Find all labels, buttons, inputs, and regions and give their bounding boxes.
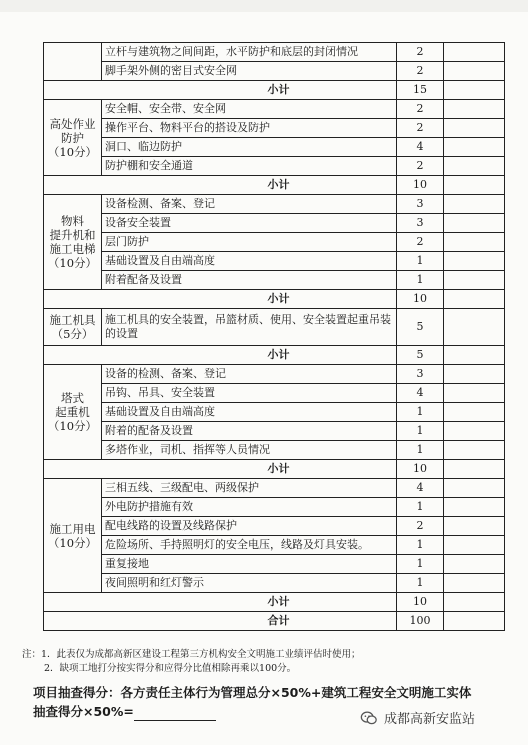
note-2: 2．缺项工地打分按实得分和应得分比值相除再乘以100分。 [44,663,297,674]
score-cell: 1 [397,403,444,422]
formula-line-2: 抽查得分×50%= [33,704,134,719]
score-cell: 2 [397,100,444,119]
table-row [44,403,505,422]
table-row [44,157,505,176]
actual-score-cell [444,384,505,403]
table-row [44,252,505,271]
category-label: 施工用电 [49,521,96,536]
score-cell: 4 [397,479,444,498]
subtotal-blank [444,346,505,365]
subtotal-row [44,593,505,612]
table-row [44,365,505,384]
actual-score-cell [444,157,505,176]
subtotal-row [44,290,505,309]
score-cell: 1 [397,498,444,517]
table-row [44,271,505,290]
table-row [44,422,505,441]
subtotal-value: 15 [397,81,444,100]
item-cell: 配电线路的设置及线路保护 [102,517,397,536]
subtotal-label: 小计 [44,593,397,612]
category-label: （5分） [51,327,94,341]
category-label: 物料 [61,214,84,228]
subtotal-value: 10 [397,593,444,612]
table-row [44,574,505,593]
category-label: （10分） [47,535,98,550]
note-1: 注：1．此表仅为成都高新区建设工程第三方机构安全文明施工业绩评估时使用； [22,649,361,660]
score-cell: 1 [397,536,444,555]
table-row [44,309,505,346]
score-cell: 1 [397,441,444,460]
wechat-icon [360,709,378,727]
actual-score-cell [444,271,505,290]
subtotal-label: 小计 [44,346,397,365]
category-label: 塔式 [61,391,84,405]
category-label: 起重机 [55,405,90,419]
score-cell: 1 [397,555,444,574]
item-cell: 夜间照明和红灯警示 [102,574,397,593]
subtotal-blank [444,81,505,100]
actual-score-cell [444,252,505,271]
actual-score-cell [444,498,505,517]
item-cell: 附着配备及设置 [102,271,397,290]
score-cell: 2 [397,233,444,252]
item-cell: 基础设置及自由端高度 [102,252,397,271]
table-row [44,214,505,233]
subtotal-blank [444,593,505,612]
score-cell: 2 [397,517,444,536]
actual-score-cell [444,441,505,460]
actual-score-cell [444,100,505,119]
subtotal-row [44,81,505,100]
score-cell: 2 [397,43,444,62]
subtotal-label: 小计 [44,176,397,195]
actual-score-cell [444,422,505,441]
actual-score-cell [444,43,505,62]
category-cell [44,100,102,176]
notes [22,648,522,676]
score-cell: 3 [397,214,444,233]
actual-score-cell [444,365,505,384]
table-row [44,100,505,119]
answer-blank [134,708,216,721]
score-cell: 2 [397,157,444,176]
actual-score-cell [444,555,505,574]
table-row [44,498,505,517]
actual-score-cell [444,403,505,422]
actual-score-cell [444,309,505,346]
table-row [44,517,505,536]
category-label: 提升机和 [49,228,96,242]
score-cell: 4 [397,138,444,157]
subtotal-label: 小计 [44,460,397,479]
category-cell [44,479,102,593]
subtotal-label: 小计 [44,290,397,309]
item-cell: 层门防护 [102,233,397,252]
subtotal-value: 10 [397,176,444,195]
score-cell: 2 [397,62,444,81]
actual-score-cell [444,119,505,138]
total-row [44,612,505,631]
actual-score-cell [444,517,505,536]
actual-score-cell [444,62,505,81]
score-cell: 1 [397,574,444,593]
score-cell: 5 [397,309,444,346]
subtotal-value: 5 [397,346,444,365]
table-row [44,119,505,138]
actual-score-cell [444,233,505,252]
category-label: 施工电梯 [49,242,96,256]
item-cell: 多塔作业，司机、指挥等人员情况 [102,441,397,460]
item-cell: 设备检测、备案、登记 [102,195,397,214]
item-cell: 脚手架外侧的密目式安全网 [102,62,397,81]
item-cell: 立杆与建筑物之间间距，水平防护和底层的封闭情况 [102,43,397,62]
item-cell: 危险场所、手持照明灯的安全电压，线路及灯具安装。 [102,536,397,555]
item-cell: 附着的配备及设置 [102,422,397,441]
item-cell: 操作平台、物料平台的搭设及防护 [102,119,397,138]
table-row [44,536,505,555]
category-label: 施工机具 [49,313,96,327]
item-cell: 设备的检测、备案、登记 [102,365,397,384]
item-cell: 外电防护措施有效 [102,498,397,517]
score-cell: 3 [397,365,444,384]
item-cell: 基础设置及自由端高度 [102,403,397,422]
category-label: 防护 [61,130,84,145]
score-cell: 3 [397,195,444,214]
subtotal-row [44,176,505,195]
formula-line-1: 项目抽查得分：各方责任主体行为管理总分×50%+建筑工程安全文明施工实体 [33,685,472,700]
subtotal-blank [444,176,505,195]
scan-edge [0,0,528,12]
table-row [44,384,505,403]
score-cell: 4 [397,384,444,403]
wechat-watermark [360,708,475,727]
score-cell: 2 [397,119,444,138]
item-cell: 防护棚和安全通道 [102,157,397,176]
category-label: （10分） [47,144,98,159]
table-row [44,43,505,62]
actual-score-cell [444,138,505,157]
score-cell: 1 [397,422,444,441]
category-cell [44,365,102,460]
subtotal-row [44,346,505,365]
subtotal-label: 小计 [44,81,397,100]
item-cell: 重复接地 [102,555,397,574]
watermark-text: 成都高新安监站 [384,712,476,727]
safety-score-table [43,42,505,631]
item-cell: 吊钩、吊具、安全装置 [102,384,397,403]
score-cell: 1 [397,271,444,290]
table-row [44,62,505,81]
item-cell: 设备安全装置 [102,214,397,233]
item-cell: 三相五线、三级配电、两级保护 [102,479,397,498]
actual-score-cell [444,536,505,555]
category-cell-continued [44,43,102,81]
category-cell [44,309,102,346]
category-cell [44,195,102,290]
category-label: 高处作业 [49,116,96,131]
table-row [44,441,505,460]
total-value: 100 [397,612,444,631]
category-label: （10分） [47,256,98,270]
category-label: （10分） [47,419,98,433]
total-blank [444,612,505,631]
total-label: 合计 [44,612,397,631]
item-cell: 安全帽、安全带、安全网 [102,100,397,119]
subtotal-blank [444,290,505,309]
item-cell: 施工机具的安全装置，吊篮材质、使用、安全装置起重吊装的设置 [102,309,397,346]
actual-score-cell [444,479,505,498]
actual-score-cell [444,574,505,593]
actual-score-cell [444,214,505,233]
table-row [44,195,505,214]
score-cell: 1 [397,252,444,271]
table-row [44,555,505,574]
item-cell: 洞口、临边防护 [102,138,397,157]
actual-score-cell [444,195,505,214]
subtotal-blank [444,460,505,479]
table-row [44,138,505,157]
table-row [44,479,505,498]
subtotal-row [44,460,505,479]
table-row [44,233,505,252]
subtotal-value: 10 [397,460,444,479]
subtotal-value: 10 [397,290,444,309]
